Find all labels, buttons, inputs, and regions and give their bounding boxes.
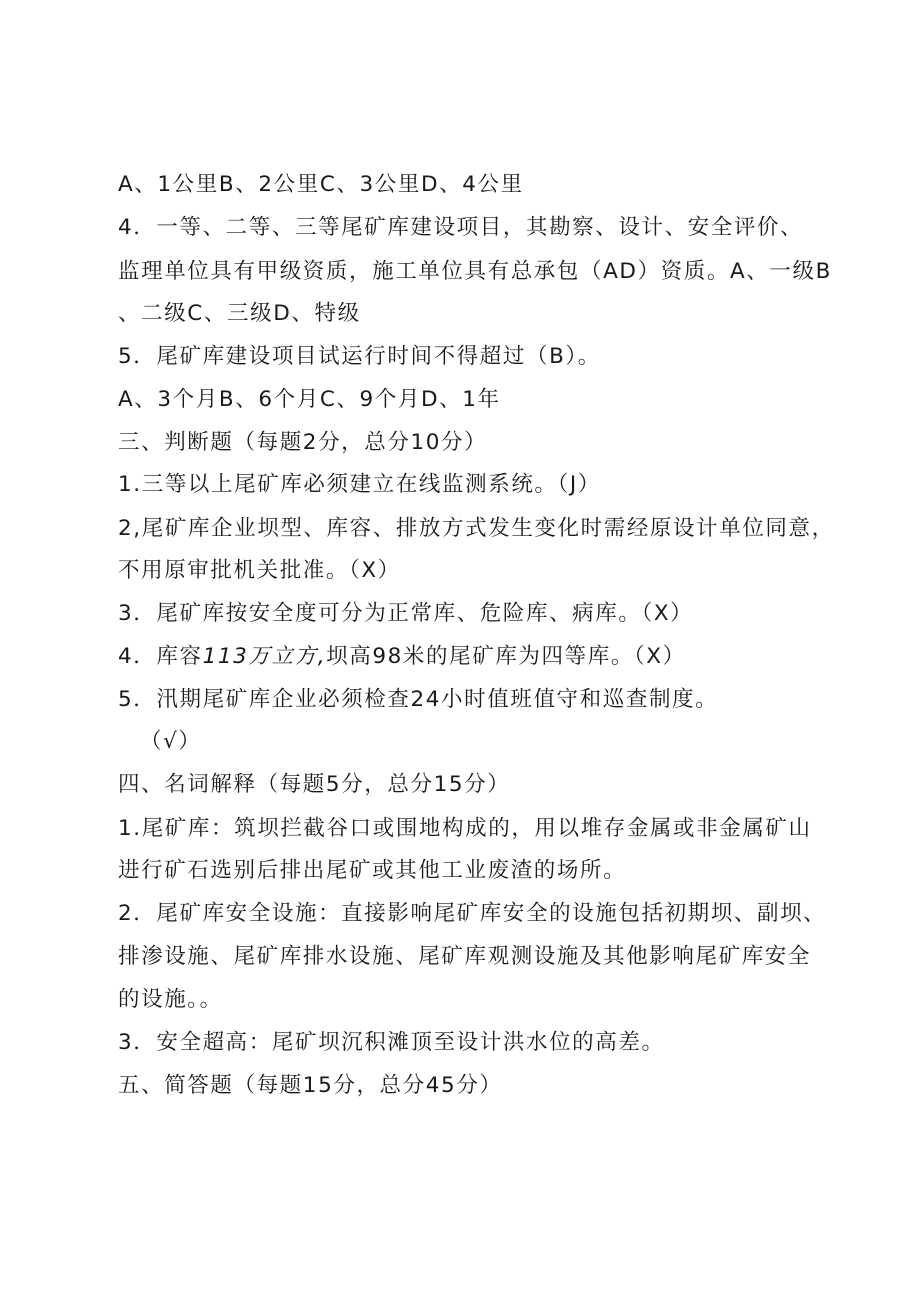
judgment-3: 3．尾矿库按安全度可分为正常库、危险库、病库。（X） — [118, 601, 694, 626]
section-4-heading: 四、名词解释（每题5分，总分15分） — [118, 772, 511, 797]
question-4-line-2: 监理单位具有甲级资质，施工单位具有总承包（AD）资质。A、一级B — [118, 259, 832, 284]
judgment-4-italic: 113万立方, — [202, 644, 327, 669]
judgment-5: 5．汛期尾矿库企业必须检查24小时值班值守和巡查制度。 — [118, 687, 719, 712]
term-2-line-2: 排渗设施、尾矿库排水设施、尾矿库观测设施及其他影响尾矿库安全 — [118, 944, 812, 969]
judgment-4-suffix: 坝高98米的尾矿库为四等库。（X） — [326, 644, 686, 669]
options-line-q3: A、1公里B、2公里C、3公里D、4公里 — [118, 172, 524, 197]
term-1-line-2: 进行矿石选别后排出尾矿或其他工业废渣的场所。 — [118, 858, 627, 883]
section-3-heading: 三、判断题（每题2分，总分10分） — [118, 430, 488, 455]
term-2-line-3: 的设施。。 — [118, 987, 223, 1012]
term-1-line-1: 1.尾矿库：筑坝拦截谷口或围地构成的，用以堆存金属或非金属矿山 — [118, 816, 812, 841]
judgment-1: 1.三等以上尾矿库必须建立在线监测系统。（J） — [118, 472, 601, 497]
judgment-2-line-1: 2,尾矿库企业坝型、库容、排放方式发生变化时需经原设计单位同意， — [118, 516, 835, 541]
term-2-line-1: 2．尾矿库安全设施：直接影响尾矿库安全的设施包括初期坝、副坝、 — [118, 901, 827, 926]
section-5-heading: 五、简答题（每题15分，总分45分） — [118, 1073, 503, 1098]
term-3: 3．安全超高：尾矿坝沉积滩顶至设计洪水位的高差。 — [118, 1030, 665, 1055]
judgment-5-answer: （√） — [140, 729, 202, 754]
judgment-4 — [118, 642, 686, 672]
question-5-line: 5．尾矿库建设项目试运行时间不得超过（B）。 — [118, 344, 601, 369]
judgment-4-prefix: 4．库容 — [118, 644, 203, 669]
question-4-line-1: 4．一等、二等、三等尾矿库建设项目，其勘察、设计、安全评价、 — [118, 215, 804, 240]
options-line-q5: A、3个月B、6个月C、9个月D、1年 — [118, 387, 501, 412]
judgment-2-line-2: 不用原审批机关批准。（X） — [118, 558, 401, 583]
question-4-line-3: 、二级C、三级D、特级 — [118, 301, 361, 326]
